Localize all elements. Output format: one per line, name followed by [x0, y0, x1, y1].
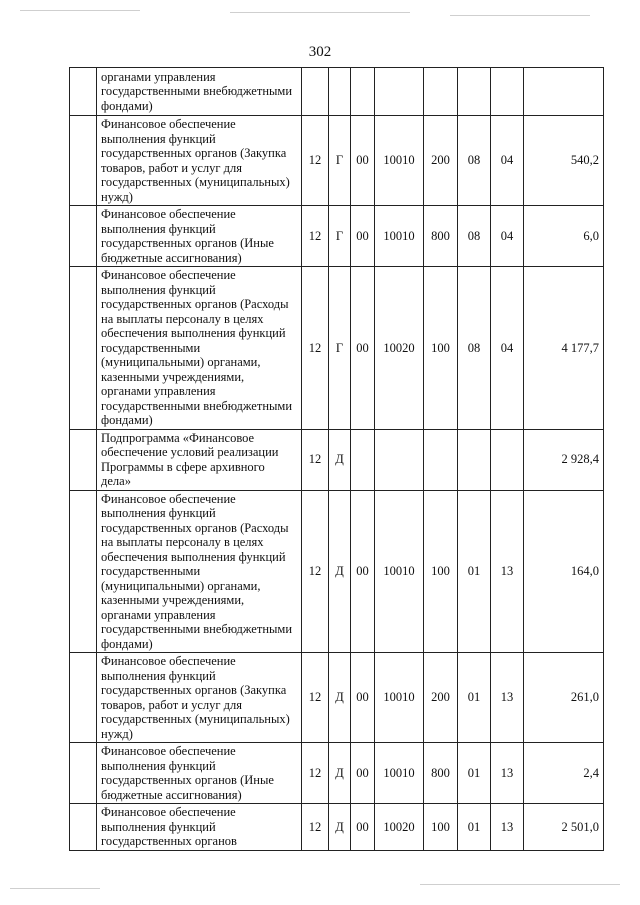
code-pz [491, 68, 524, 116]
code-csr: 10010 [375, 490, 424, 653]
code-rz: 01 [458, 490, 491, 653]
code-pz: 04 [491, 116, 524, 206]
code-pr: Г [329, 116, 351, 206]
code-pr: Д [329, 653, 351, 743]
code-st: 00 [351, 116, 375, 206]
code-vr: 100 [424, 267, 458, 430]
code-st: 00 [351, 653, 375, 743]
code-csr: 10020 [375, 267, 424, 430]
expense-name: Подпрограмма «Финансовое обеспечение условий реализации Программы в сфере архивного дела» [97, 429, 302, 490]
code-st: 00 [351, 206, 375, 267]
number-cell [70, 206, 97, 267]
number-cell [70, 653, 97, 743]
expense-name: Финансовое обеспечение выполнения функций государственных органов [97, 804, 302, 851]
amount: 164,0 [524, 490, 604, 653]
expense-name: Финансовое обеспечение выполнения функций государственных органов (Закупка товаров, работ и услуг для государственных (муниципальных) нужд) [97, 653, 302, 743]
table-row [70, 804, 604, 851]
code-st [351, 68, 375, 116]
code-ks: 12 [302, 804, 329, 851]
code-ks [302, 68, 329, 116]
amount: 4 177,7 [524, 267, 604, 430]
number-cell [70, 267, 97, 430]
number-cell [70, 68, 97, 116]
code-pz: 13 [491, 804, 524, 851]
code-pr: Г [329, 267, 351, 430]
code-rz: 01 [458, 743, 491, 804]
code-vr: 200 [424, 116, 458, 206]
code-vr [424, 429, 458, 490]
code-csr: 10020 [375, 804, 424, 851]
code-st: 00 [351, 804, 375, 851]
page-number: 302 [308, 44, 332, 60]
code-rz: 08 [458, 206, 491, 267]
table-row [70, 116, 604, 206]
code-st: 00 [351, 490, 375, 653]
code-ks: 12 [302, 116, 329, 206]
code-pr: Г [329, 206, 351, 267]
code-st: 00 [351, 267, 375, 430]
code-pz [491, 429, 524, 490]
code-pr: Д [329, 429, 351, 490]
code-rz [458, 429, 491, 490]
amount: 2 501,0 [524, 804, 604, 851]
amount: 540,2 [524, 116, 604, 206]
expense-name: Финансовое обеспечение выполнения функций государственных органов (Закупка товаров, работ и услуг для государственных (муниципальных) нужд) [97, 116, 302, 206]
expense-name: Финансовое обеспечение выполнения функций государственных органов (Иные бюджетные ассигнования) [97, 206, 302, 267]
code-ks: 12 [302, 267, 329, 430]
expense-name: Финансовое обеспечение выполнения функций государственных органов (Расходы на выплаты персоналу в целях обеспечения выполнения функций государственными (муниципальными) органами, казенными учреждениями, органами управления государственными внебюджетными фондами) [97, 267, 302, 430]
code-pr: Д [329, 743, 351, 804]
table-row [70, 653, 604, 743]
code-csr [375, 68, 424, 116]
table-row [70, 743, 604, 804]
code-csr [375, 429, 424, 490]
number-cell [70, 116, 97, 206]
amount: 2,4 [524, 743, 604, 804]
table-row [70, 490, 604, 653]
code-rz [458, 68, 491, 116]
code-pr: Д [329, 490, 351, 653]
code-csr: 10010 [375, 653, 424, 743]
code-csr: 10010 [375, 116, 424, 206]
expense-name: Финансовое обеспечение выполнения функций государственных органов (Расходы на выплаты персоналу в целях обеспечения выполнения функций государственными (муниципальными) органами, казенными учреждениями, органами управления государственными внебюджетными фондами) [97, 490, 302, 653]
code-ks: 12 [302, 429, 329, 490]
code-pz: 13 [491, 653, 524, 743]
table-row [70, 68, 604, 116]
table-row [70, 429, 604, 490]
expense-name: органами управления государственными внебюджетными фондами) [97, 68, 302, 116]
code-ks: 12 [302, 206, 329, 267]
code-st [351, 429, 375, 490]
code-csr: 10010 [375, 743, 424, 804]
number-cell [70, 743, 97, 804]
amount: 2 928,4 [524, 429, 604, 490]
table-row [70, 267, 604, 430]
number-cell [70, 429, 97, 490]
code-vr [424, 68, 458, 116]
code-csr: 10010 [375, 206, 424, 267]
code-pr [329, 68, 351, 116]
code-vr: 800 [424, 743, 458, 804]
code-vr: 100 [424, 804, 458, 851]
code-vr: 100 [424, 490, 458, 653]
number-cell [70, 804, 97, 851]
code-pz: 13 [491, 490, 524, 653]
code-rz: 01 [458, 653, 491, 743]
amount: 6,0 [524, 206, 604, 267]
code-vr: 200 [424, 653, 458, 743]
number-cell [70, 490, 97, 653]
code-pz: 04 [491, 206, 524, 267]
code-rz: 08 [458, 267, 491, 430]
code-pz: 04 [491, 267, 524, 430]
code-st: 00 [351, 743, 375, 804]
code-vr: 800 [424, 206, 458, 267]
table-row [70, 206, 604, 267]
code-pr: Д [329, 804, 351, 851]
amount: 261,0 [524, 653, 604, 743]
code-rz: 08 [458, 116, 491, 206]
expense-name: Финансовое обеспечение выполнения функций государственных органов (Иные бюджетные ассигнования) [97, 743, 302, 804]
code-ks: 12 [302, 653, 329, 743]
code-rz: 01 [458, 804, 491, 851]
code-ks: 12 [302, 743, 329, 804]
code-ks: 12 [302, 490, 329, 653]
amount [524, 68, 604, 116]
budget-table [69, 67, 604, 851]
code-pz: 13 [491, 743, 524, 804]
